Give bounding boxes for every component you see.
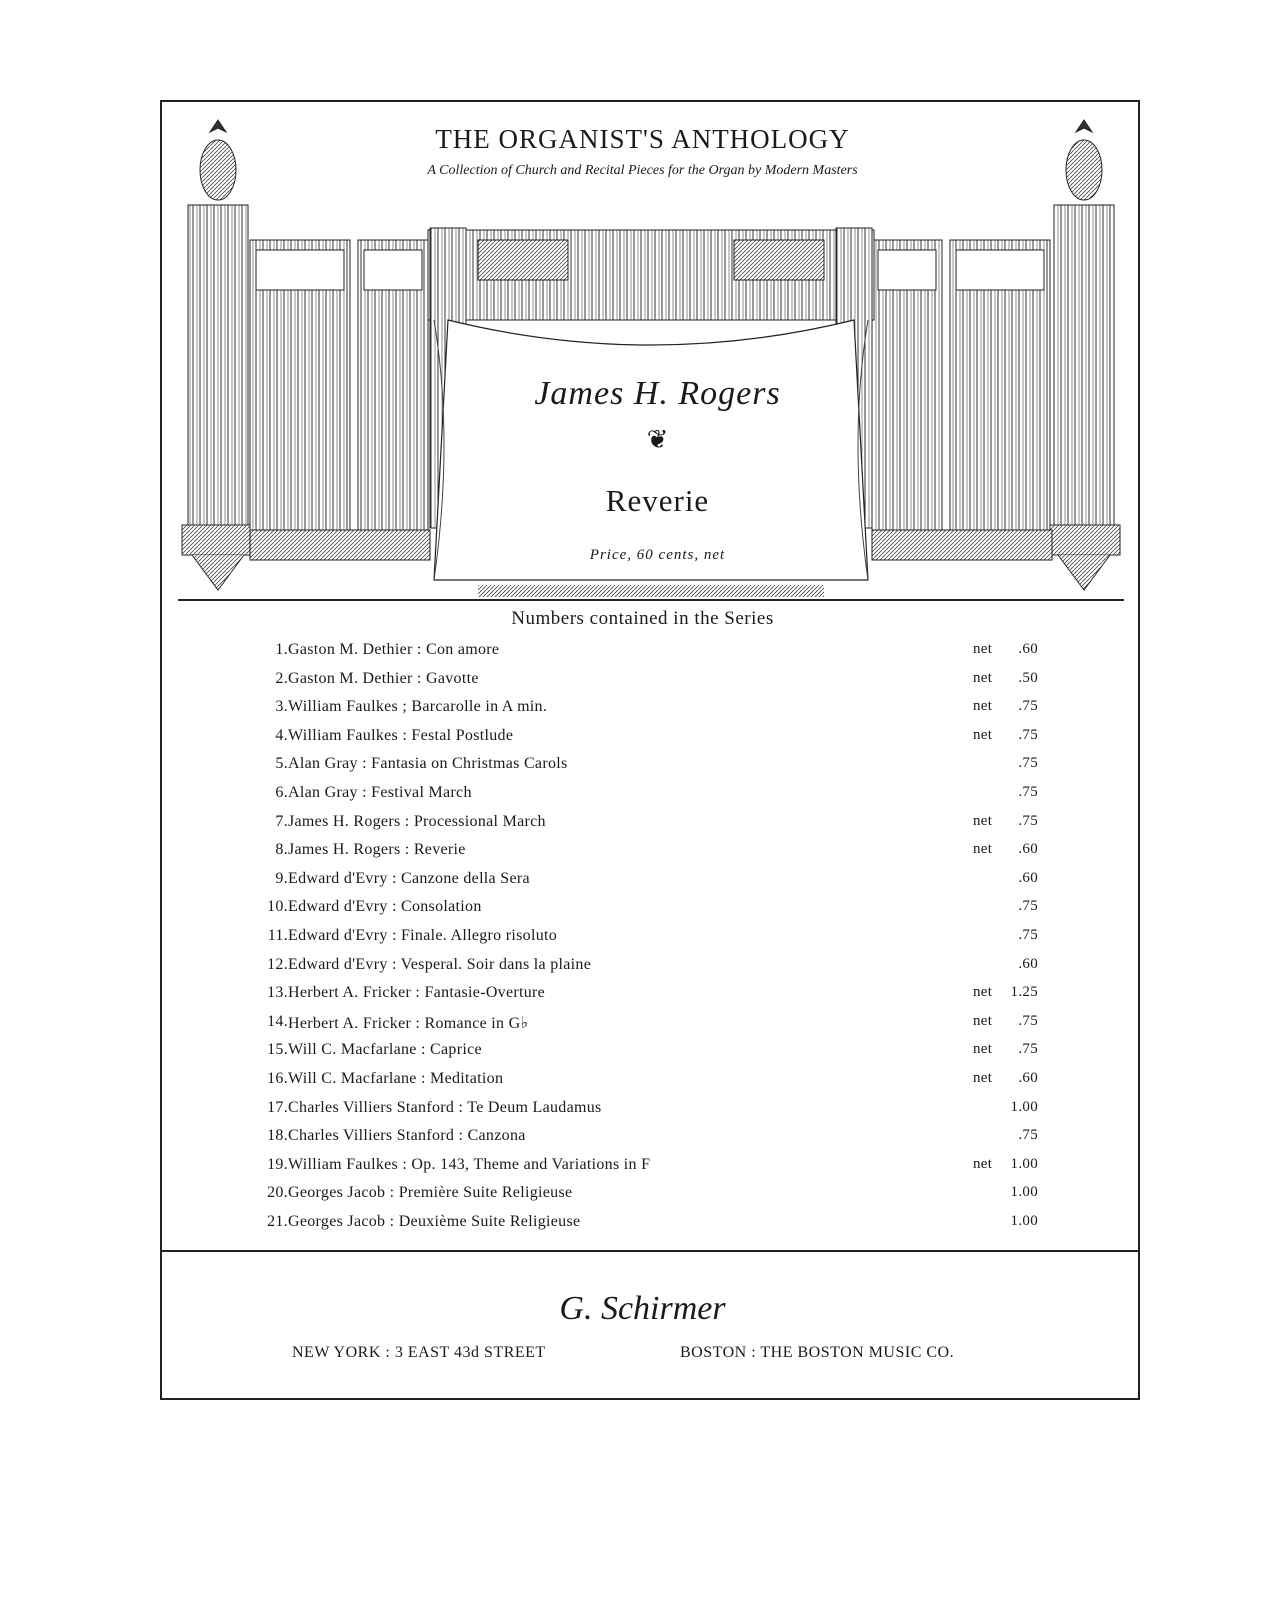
item-number: 15. [267,1041,288,1059]
item-net-label: net [973,726,993,743]
item-number: 8. [275,841,288,859]
item-title: Will C. Macfarlane : Meditation [288,1069,504,1087]
item-number: 3. [275,698,288,716]
right-pipes [872,240,1052,560]
series-subtitle: A Collection of Church and Recital Pieces for the Organ by Modern Masters [427,163,858,178]
item-number: 4. [275,726,288,744]
item-net-label: net [973,812,993,829]
item-title: William Faulkes : Festal Postlude [288,726,514,744]
item-number: 7. [275,812,288,830]
item-title: Herbert A. Fricker : Romance in G♭ [288,1014,529,1032]
item-number: 9. [275,869,288,887]
item-number: 14. [267,1012,288,1030]
list-item [250,898,1050,927]
item-price: .75 [1018,783,1038,800]
list-item [250,1156,1050,1185]
item-title: Edward d'Evry : Finale. Allegro risoluto [288,926,558,944]
item-title: Alan Gray : Festival March [288,783,472,801]
left-pipes [250,240,430,560]
fleuron-ornament: ❦ [646,425,669,454]
item-title: Edward d'Evry : Canzone della Sera [288,869,530,887]
list-item [250,841,1050,870]
item-price: 1.25 [1010,984,1038,1001]
item-number: 19. [267,1155,288,1173]
list-item [250,927,1050,956]
item-title: Will C. Macfarlane : Caprice [288,1041,482,1059]
list-item [250,813,1050,842]
item-price: .75 [1018,812,1038,829]
item-number: 5. [275,755,288,773]
item-price: .75 [1018,726,1038,743]
price-note: Price, 60 cents, net [589,547,726,563]
item-title: James H. Rogers : Processional March [288,812,546,830]
address-boston: BOSTON : THE BOSTON MUSIC CO. [680,1344,955,1361]
item-price: .75 [1018,1041,1038,1058]
item-title: William Faulkes : Op. 143, Theme and Variations in F [288,1155,651,1173]
item-price: .75 [1018,898,1038,915]
item-number: 12. [267,955,288,973]
item-title: Edward d'Evry : Vesperal. Soir dans la plaine [288,955,592,973]
item-price: .75 [1018,926,1038,943]
composer-name: James H. Rogers [534,375,781,412]
item-price: .60 [1018,1069,1038,1086]
item-price: .75 [1018,755,1038,772]
item-price: .75 [1018,698,1038,715]
series-heading: Numbers contained in the Series [511,608,774,629]
item-number: 11. [267,926,288,944]
list-item [250,727,1050,756]
list-item [250,641,1050,670]
item-title: James H. Rogers : Reverie [288,841,466,859]
item-title: Gaston M. Dethier : Gavotte [288,669,479,687]
item-title: Gaston M. Dethier : Con amore [288,641,500,658]
list-item [250,755,1050,784]
item-net-label: net [973,984,993,1001]
right-tower [1048,120,1120,590]
item-number: 16. [267,1069,288,1087]
item-number: 2. [275,669,288,687]
item-price: .60 [1018,641,1038,657]
item-number: 6. [275,783,288,801]
item-number: 20. [267,1184,288,1202]
item-price: .60 [1018,841,1038,858]
item-price: .60 [1018,955,1038,972]
title-panel [480,335,835,590]
item-net-label: net [973,1069,993,1086]
item-number: 21. [267,1212,288,1230]
list-item [250,1127,1050,1156]
item-title: Charles Villiers Stanford : Canzona [288,1127,526,1145]
item-title: Georges Jacob : Deuxième Suite Religieuse [288,1212,581,1230]
divider [162,1250,1138,1252]
item-title: Alan Gray : Fantasia on Christmas Carols [288,755,568,773]
item-title: Edward d'Evry : Consolation [288,898,482,916]
list-item [250,956,1050,985]
list-item [250,698,1050,727]
list-item [250,670,1050,699]
list-item [250,1070,1050,1099]
item-price: 1.00 [1010,1212,1038,1229]
list-item [250,1213,1050,1242]
item-title: Charles Villiers Stanford : Te Deum Laudamus [288,1098,602,1116]
item-net-label: net [973,1041,993,1058]
item-price: 1.00 [1010,1098,1038,1115]
item-title: Georges Jacob : Première Suite Religieuse [288,1184,573,1202]
item-price: .60 [1018,869,1038,886]
item-price: 1.00 [1010,1155,1038,1172]
item-price: .75 [1018,1127,1038,1144]
item-number: 18. [267,1127,288,1145]
list-item [250,1041,1050,1070]
series-list [250,641,1050,1241]
address-new-york: NEW YORK : 3 EAST 43d STREET [292,1344,546,1361]
item-number: 13. [267,984,288,1002]
list-item [250,870,1050,899]
publisher-name: G. Schirmer [559,1290,726,1327]
item-net-label: net [973,1155,993,1172]
piece-title: Reverie [605,483,710,518]
item-number: 1. [275,641,288,658]
left-tower [182,120,254,590]
item-price: 1.00 [1010,1184,1038,1201]
item-net-label: net [973,641,993,657]
item-net-label: net [973,698,993,715]
list-item [250,1013,1050,1042]
item-title: William Faulkes ; Barcarolle in A min. [288,698,548,716]
list-item [250,1099,1050,1128]
item-net-label: net [973,669,993,686]
list-item [250,984,1050,1013]
item-number: 10. [267,898,288,916]
item-net-label: net [973,1012,993,1029]
item-net-label: net [973,841,993,858]
item-number: 17. [267,1098,288,1116]
series-title: THE ORGANIST'S ANTHOLOGY [435,124,850,154]
list-item [250,1184,1050,1213]
item-title: Herbert A. Fricker : Fantasie-Overture [288,984,546,1002]
list-item [250,784,1050,813]
item-price: .50 [1018,669,1038,686]
item-price: .75 [1018,1012,1038,1029]
